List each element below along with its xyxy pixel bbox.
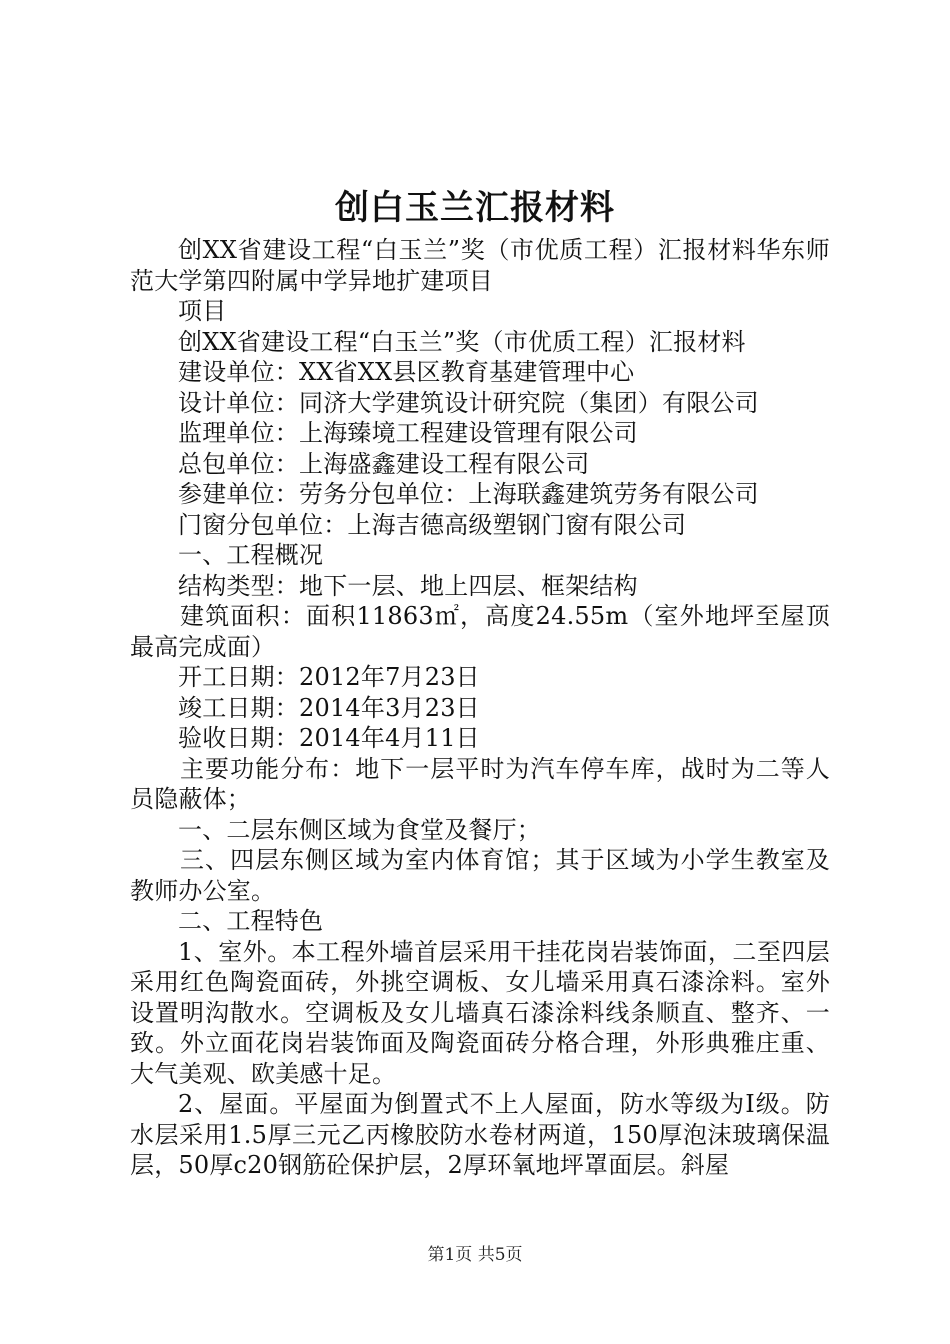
paragraph-floors-three-four: 三、四层东侧区域为室内体育馆；其于区域为小学生教室及教师办公室。 bbox=[130, 846, 830, 905]
paragraph-report-title: 创XX省建设工程“白玉兰”奖（市优质工程）汇报材料 bbox=[178, 327, 746, 356]
paragraph-project: 项目 bbox=[178, 297, 227, 325]
paragraph-start-date: 开工日期：2012年7月23日 bbox=[178, 663, 480, 691]
paragraph-supervision-unit: 监理单位：上海臻境工程建设管理有限公司 bbox=[178, 419, 638, 447]
paragraph-design-unit: 设计单位：同济大学建筑设计研究院（集团）有限公司 bbox=[178, 388, 759, 417]
paragraph-function-distribution: 主要功能分布：地下一层平时为汽车停车库，战时为二等人员隐蔽体； bbox=[130, 754, 830, 813]
section-heading-overview: 一、工程概况 bbox=[178, 541, 324, 569]
paragraph-building-area: 建筑面积：面积11863㎡，高度24.55m（室外地坪至屋顶最高完成面） bbox=[130, 602, 830, 661]
paragraph-acceptance-date: 验收日期：2014年4月11日 bbox=[178, 724, 480, 752]
paragraph-participating-unit: 参建单位：劳务分包单位：上海联鑫建筑劳务有限公司 bbox=[178, 480, 759, 508]
paragraph-completion-date: 竣工日期：2014年3月23日 bbox=[178, 693, 480, 722]
document-title: 创白玉兰汇报材料 bbox=[335, 188, 615, 228]
paragraph-exterior: 1、室外。本工程外墙首层采用干挂花岗岩装饰面，二至四层采用红色陶瓷面砖，外挑空调板、女儿墙采用真石漆涂料。室外设置明沟散水。空调板及女儿墙真石漆涂料线条顺直、整齐、一致。外立面花岗岩装饰面及陶瓷面砖分格合理，外形典雅庄重、大气美观、欧美感十足。 bbox=[130, 937, 830, 1088]
page-number: 第1页 共5页 bbox=[427, 1245, 523, 1265]
paragraph-structure-type: 结构类型：地下一层、地上四层、框架结构 bbox=[178, 571, 638, 600]
section-heading-features: 二、工程特色 bbox=[178, 907, 324, 935]
paragraph-floors-one-two: 一、二层东侧区域为食堂及餐厅； bbox=[178, 815, 541, 844]
paragraph-construction-unit: 建设单位：XX省XX县区教育基建管理中心 bbox=[178, 358, 635, 386]
paragraph-window-subcontractor: 门窗分包单位：上海吉德高级塑钢门窗有限公司 bbox=[178, 510, 687, 539]
paragraph-general-contractor: 总包单位：上海盛鑫建设工程有限公司 bbox=[178, 449, 590, 478]
paragraph-roof: 2、屋面。平屋面为倒置式不上人屋面，防水等级为Ⅰ级。防水层采用1.5厚三元乙丙橡胶防水卷材两道，150厚泡沫玻璃保温层，50厚c20钢筋砼保护层，2厚环氧地坪罩面层。斜屋 bbox=[130, 1090, 830, 1179]
document-body bbox=[130, 235, 830, 1181]
paragraph-intro: 创XX省建设工程“白玉兰”奖（市优质工程）汇报材料华东师范大学第四附属中学异地扩建项目 bbox=[130, 236, 830, 295]
